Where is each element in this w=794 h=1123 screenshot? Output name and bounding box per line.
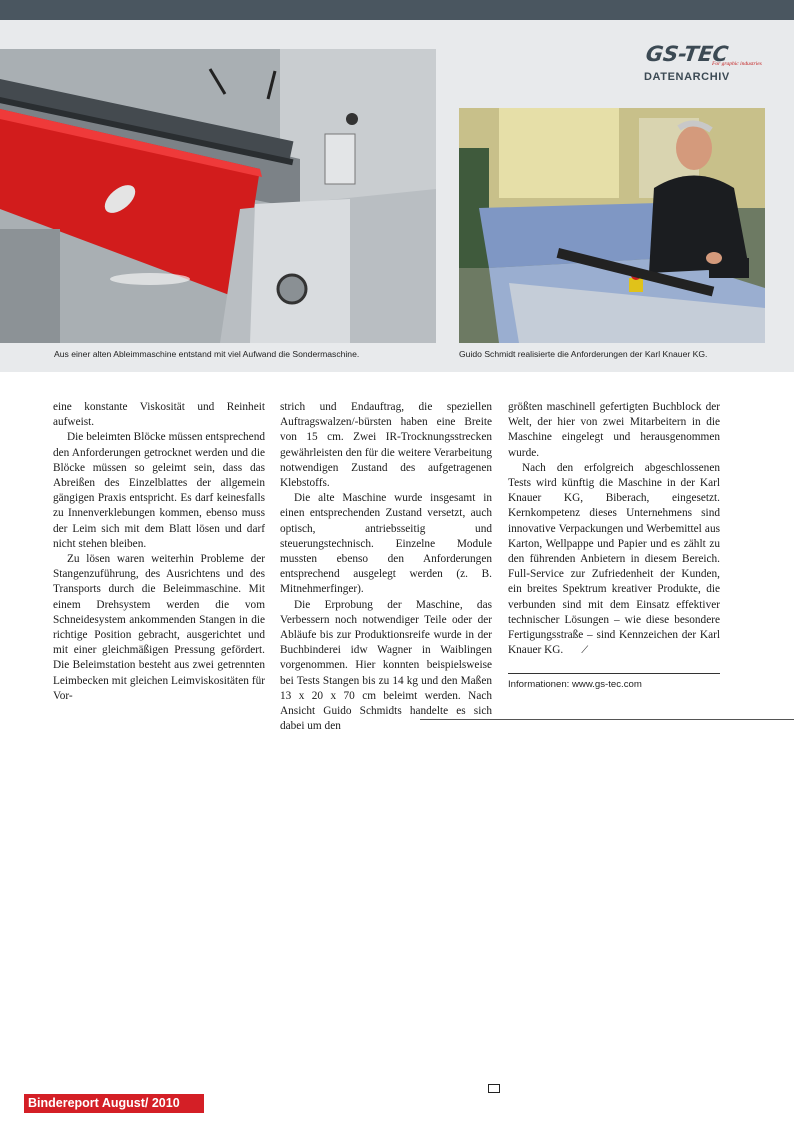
footer-badge: Bindereport August/ 2010 xyxy=(24,1094,204,1113)
paragraph-text: Nach den erfolgreich abgeschlossenen Tests wird künftig die Maschine in der Karl Knauer KG, Biberach, eingesetzt. Kernkompetenz dieses Unternehmens sind innovative Verpackungen und Werbemittel aus Karton, Wellpappe und Papier und es zählt zu den führenden Anbietern in diesem Bereich. Full-Service zur Zufriedenheit der Kunden, ein breites Spektrum kreativer Produkte, die verbunden sind mit dem Einsatz effektiver technischer Lösungen – wie diese besondere Fertigungsstraße – sind Kennzeichen der Karl Knauer KG. xyxy=(508,461,720,657)
info-link[interactable]: Informationen: www.gs-tec.com xyxy=(508,679,642,690)
text-column-3 xyxy=(508,400,720,658)
top-bar xyxy=(0,0,794,20)
paragraph: Die alte Maschine wurde insgesamt in einen entsprechenden Zustand versetzt, auch optisch, antriebsseitig und steuerungstechnisch. Einzelne Module mussten ebenso den Anforderungen entsprechend ausgelegt werden (z. B. Mitnehmerfinger). xyxy=(280,492,492,596)
operator-photo xyxy=(459,108,765,343)
page-marker-icon xyxy=(488,1084,500,1093)
text-column-1 xyxy=(53,400,265,704)
paragraph: Die Erprobung der Maschine, das Verbessern noch notwendiger Teile oder der Abläufe bis zur Produktionsreife wurde in der Buchbinderei idw Wagner in Waiblingen vorgenommen. Hier konnten beispielsweise bei Tests Stangen bis zu 14 kg und den Maßen 13 x 20 x 70 cm beleimt werden. Nach Ansicht Guido Schmidts handelte es sich dabei um den xyxy=(280,598,492,733)
text-column-2 xyxy=(280,400,492,734)
paragraph: Zu lösen waren weiterhin Probleme der Stangenzuführung, des Ausrichtens und des Transports durch die Beleimmaschine. Mit einem Drehsystem werden die vom Schneidesystem ankommenden Stangen in die richtige Position gebracht, ausgerichtet und mit einer gleichmäßigen Pressung gefördert. Die Beleimstation besteht aus zwei getrennten Leimbecken mit gleichen Leimviskositäten für Vor- xyxy=(53,553,265,702)
end-mark-icon: ⟋ xyxy=(581,645,589,657)
paragraph: größten maschinell gefertigten Buchblock der Welt, der hier von zwei Mitarbeitern in die Maschine eingelegt und herausgenommen wurde. xyxy=(508,401,720,459)
bottom-divider xyxy=(420,719,794,720)
paragraph: strich und Endauftrag, die speziellen Auftragswalzen/-bürsten haben eine Breite von 15 cm. Zwei IR-Trocknungsstrecken gewährleisten den für die weitere Verarbeitung notwendigen Zustand des aufgetragenen Klebstoffs. xyxy=(280,401,492,490)
paragraph: eine konstante Viskosität und Reinheit aufweist. xyxy=(53,401,265,429)
gs-tec-logo xyxy=(642,44,766,88)
logo-wordmark: GS-TEC xyxy=(644,42,730,66)
paragraph: Die beleimten Blöcke müssen entsprechend den Anforderungen getrocknet werden und die Blöcke müssen so geleimt sein, dass das Abreißen des Einzelblattes der allgemein gängigen Praxis entspricht. Es darf keinesfalls zu Innenverklebungen kommen, ebenso muss der Leim sich mit dem Blatt lösen und darf nicht stehen bleiben. xyxy=(53,431,265,550)
archive-label: DATENARCHIV xyxy=(644,71,730,83)
right-photo-caption: Guido Schmidt realisierte die Anforderungen der Karl Knauer KG. xyxy=(459,349,708,359)
machine-photo xyxy=(0,49,436,343)
left-photo-caption: Aus einer alten Ableimmaschine entstand mit viel Aufwand die Sondermaschine. xyxy=(54,349,360,359)
logo-tagline: For graphic industries xyxy=(712,61,762,67)
paragraph-last xyxy=(508,461,720,659)
info-divider xyxy=(508,673,720,674)
